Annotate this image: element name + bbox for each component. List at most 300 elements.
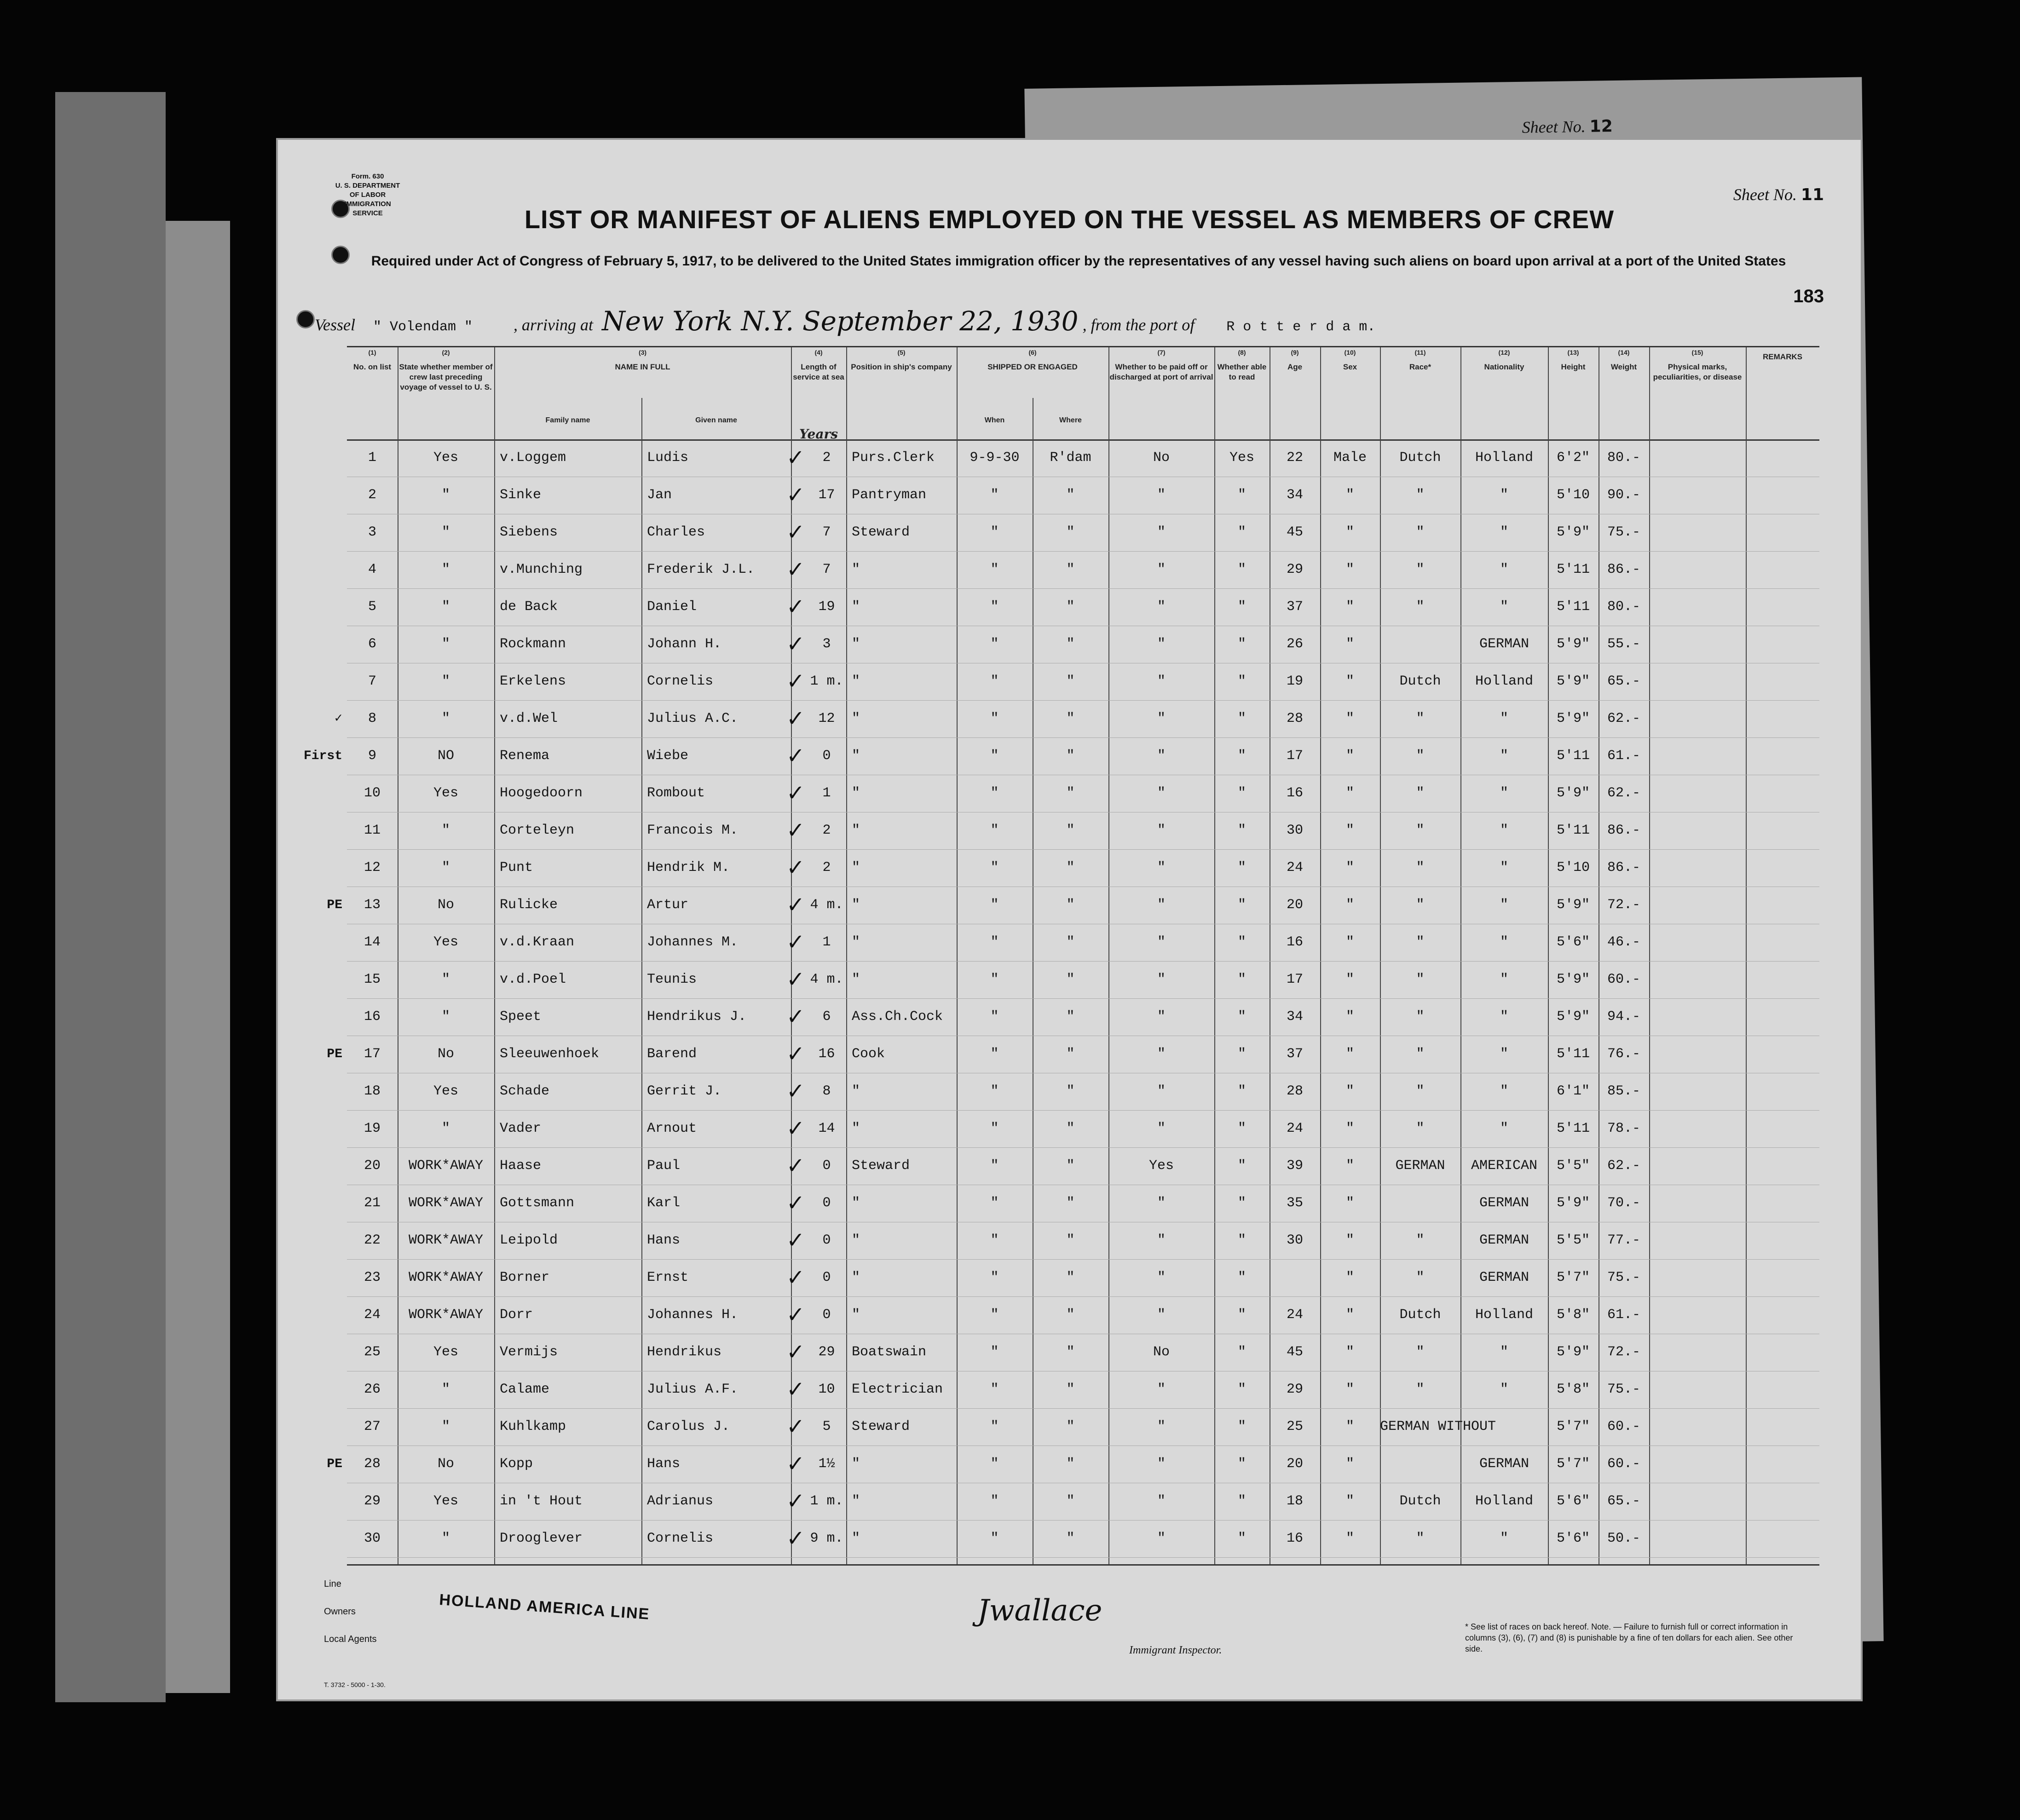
family-name-cell: in 't Hout [500, 1493, 583, 1509]
margin-annotation [278, 1222, 342, 1259]
height-cell: 6'2" [1556, 450, 1590, 466]
table-row [347, 551, 1819, 589]
family-name-cell: Leipold [500, 1233, 558, 1248]
weight-cell: 62.- [1607, 785, 1640, 801]
shipped-where-cell: " [1066, 1270, 1075, 1285]
age-cell: 20 [1286, 1456, 1303, 1472]
length-service-cell: 7 [822, 562, 831, 577]
length-service-cell: 6 [822, 1009, 831, 1025]
shipped-where-cell: " [1066, 785, 1075, 801]
shipped-when-cell: " [990, 1009, 999, 1025]
weight-cell: 78.- [1607, 1121, 1640, 1136]
family-name-cell: Erkelens [500, 674, 566, 689]
height-cell: 5'11 [1556, 1046, 1590, 1062]
row-number: 13 [364, 897, 381, 913]
length-service-cell: 2 [822, 860, 831, 875]
col-header-weight: (14) Weight [1610, 349, 1637, 371]
read-cell: " [1237, 487, 1246, 503]
paid-off-cell: " [1157, 1121, 1166, 1136]
read-cell: " [1237, 562, 1246, 577]
weight-cell: 60.- [1607, 1456, 1640, 1472]
weight-cell: 77.- [1607, 1233, 1640, 1248]
race-cell: " [1416, 1009, 1425, 1025]
length-service-cell: 19 [818, 599, 835, 615]
race-cell: Dutch [1399, 1493, 1441, 1509]
family-name-cell: Rockmann [500, 636, 566, 652]
check-mark-icon: ✓ [786, 1488, 805, 1514]
check-mark-icon: ✓ [786, 1339, 805, 1365]
read-cell: " [1237, 1046, 1246, 1062]
position-cell: " [852, 562, 860, 577]
paid-off-cell: " [1157, 599, 1166, 615]
paid-off-cell: Yes [1149, 1158, 1174, 1174]
row-number: 25 [364, 1344, 381, 1360]
family-name-cell: Calame [500, 1382, 550, 1397]
position-cell: " [852, 1456, 860, 1472]
sex-cell: " [1345, 860, 1354, 875]
family-name-cell: Corteleyn [500, 823, 575, 838]
shipped-where-cell: " [1066, 823, 1075, 838]
table-row [347, 1296, 1819, 1334]
height-cell: 5'7" [1556, 1419, 1590, 1434]
margin-annotation [278, 1296, 342, 1334]
position-cell: " [852, 599, 860, 615]
check-mark-icon: ✓ [786, 780, 805, 806]
read-cell: " [1237, 1419, 1246, 1434]
binder-strip [55, 92, 166, 1702]
sex-cell: " [1345, 636, 1354, 652]
length-service-cell: 16 [818, 1046, 835, 1062]
race-cell: " [1416, 823, 1425, 838]
previous-voyage-cell: " [441, 674, 450, 689]
previous-voyage-cell: WORK*AWAY [408, 1233, 484, 1248]
paid-off-cell: " [1157, 562, 1166, 577]
arrival-date: New York N.Y. September 22, 1930 [602, 305, 1079, 337]
length-service-cell: 0 [822, 1307, 831, 1323]
shipped-where-cell: " [1066, 636, 1075, 652]
nationality-cell: " [1500, 860, 1508, 875]
weight-cell: 86.- [1607, 562, 1640, 577]
subheader-family-name: Family name [545, 416, 590, 424]
read-cell: " [1237, 1344, 1246, 1360]
paid-off-cell: " [1157, 1233, 1166, 1248]
shipped-where-cell: " [1066, 1009, 1075, 1025]
row-number: 26 [364, 1382, 381, 1397]
weight-cell: 70.- [1607, 1195, 1640, 1211]
family-name-cell: Borner [500, 1270, 550, 1285]
check-mark-icon: ✓ [786, 594, 805, 620]
length-service-cell: 10 [818, 1382, 835, 1397]
sex-cell: " [1345, 674, 1354, 689]
shipped-where-cell: " [1066, 1382, 1075, 1397]
height-cell: 5'9" [1556, 674, 1590, 689]
margin-annotation [278, 1483, 342, 1520]
read-cell: " [1237, 785, 1246, 801]
age-cell: 37 [1286, 1046, 1303, 1062]
age-cell: 30 [1286, 823, 1303, 838]
weight-cell: 80.- [1607, 450, 1640, 466]
given-name-cell: Johannes H. [647, 1307, 739, 1323]
col-header-position: (5) Position in ship's company [851, 349, 952, 371]
given-name-cell: Arnout [647, 1121, 697, 1136]
height-cell: 5'7" [1556, 1270, 1590, 1285]
position-cell: Pantryman [852, 487, 927, 503]
check-mark-icon: ✓ [786, 743, 805, 769]
position-cell: " [852, 1307, 860, 1323]
age-cell: 30 [1286, 1233, 1303, 1248]
table-row [347, 1147, 1819, 1185]
weight-cell: 55.- [1607, 636, 1640, 652]
race-cell: " [1416, 1046, 1425, 1062]
given-name-cell: Karl [647, 1195, 681, 1211]
given-name-cell: Johannes M. [647, 934, 739, 950]
shipped-when-cell: " [990, 1270, 999, 1285]
family-name-cell: de Back [500, 599, 558, 615]
given-name-cell: Hans [647, 1233, 681, 1248]
col-header-previous-voyage: (2) State whether member of crew last preceding voyage of vessel to U. S. [399, 349, 493, 392]
previous-voyage-cell: " [441, 823, 450, 838]
table-row [303, 737, 1819, 775]
paid-off-cell: " [1157, 487, 1166, 503]
sex-cell: " [1345, 1121, 1354, 1136]
read-cell: " [1237, 674, 1246, 689]
nationality-cell: " [1500, 823, 1508, 838]
height-cell: 5'6" [1556, 934, 1590, 950]
nationality-cell: AMERICAN [1471, 1158, 1538, 1174]
from-port-label: , from the port of [1082, 316, 1195, 334]
position-cell: " [852, 674, 860, 689]
length-service-cell: 14 [818, 1121, 835, 1136]
given-name-cell: Hans [647, 1456, 681, 1472]
previous-voyage-cell: Yes [433, 1083, 458, 1099]
row-number: 19 [364, 1121, 381, 1136]
sex-cell: " [1345, 1009, 1354, 1025]
sex-cell: " [1345, 711, 1354, 726]
shipped-when-cell: 9-9-30 [970, 450, 1020, 466]
check-mark-icon: ✓ [786, 1377, 805, 1402]
page-number: 183 [1793, 286, 1824, 306]
length-service-cell: 0 [822, 1233, 831, 1248]
race-cell: " [1416, 1233, 1425, 1248]
family-name-cell: v.Munching [500, 562, 583, 577]
margin-annotation [278, 998, 342, 1036]
previous-voyage-cell: " [441, 711, 450, 726]
paid-off-cell: " [1157, 1307, 1166, 1323]
shipped-when-cell: " [990, 487, 999, 503]
check-mark-icon: ✓ [786, 1116, 805, 1141]
manifest-footer [324, 1575, 1796, 1695]
margin-annotation [278, 1110, 342, 1147]
check-mark-icon: ✓ [786, 706, 805, 731]
col-header-length-service: (4) Length of service at sea [793, 349, 844, 381]
length-service-cell: 8 [822, 1083, 831, 1099]
height-cell: 6'1" [1556, 1083, 1590, 1099]
manifest-header [278, 140, 1861, 342]
shipped-where-cell: " [1066, 1195, 1075, 1211]
length-service-cell: 4 m. [810, 897, 843, 913]
read-cell: " [1237, 934, 1246, 950]
weight-cell: 90.- [1607, 487, 1640, 503]
previous-voyage-cell: NO [437, 748, 454, 764]
given-name-cell: Frederik J.L. [647, 562, 755, 577]
nationality-cell: Holland [1475, 450, 1534, 466]
weight-cell: 72.- [1607, 897, 1640, 913]
length-service-cell: 0 [822, 1270, 831, 1285]
nationality-cell: " [1500, 1121, 1508, 1136]
shipped-when-cell: " [990, 1233, 999, 1248]
shipped-where-cell: " [1066, 1419, 1075, 1434]
table-row [335, 700, 1819, 738]
shipped-where-cell: " [1066, 562, 1075, 577]
previous-voyage-cell: " [441, 860, 450, 875]
shipped-where-cell: " [1066, 674, 1075, 689]
shipped-where-cell: " [1066, 524, 1075, 540]
check-mark-icon: ✓ [786, 892, 805, 918]
sex-cell: " [1345, 1419, 1354, 1434]
height-cell: 5'9" [1556, 1344, 1590, 1360]
read-cell: " [1237, 860, 1246, 875]
position-cell: " [852, 1083, 860, 1099]
nationality-cell: GERMAN [1479, 1233, 1529, 1248]
race-cell: " [1416, 487, 1425, 503]
height-cell: 5'9" [1556, 636, 1590, 652]
nationality-cell: " [1500, 1009, 1508, 1025]
race-cell: " [1416, 748, 1425, 764]
shipped-when-cell: " [990, 711, 999, 726]
read-cell: " [1237, 711, 1246, 726]
crew-table [303, 346, 1819, 1566]
margin-annotation: PE [327, 1047, 342, 1061]
given-name-cell: Charles [647, 524, 705, 540]
read-cell: " [1237, 1158, 1246, 1174]
position-cell: Ass.Ch.Cock [852, 1009, 943, 1025]
check-mark-icon: ✓ [786, 1302, 805, 1328]
age-cell: 16 [1286, 785, 1303, 801]
weight-cell: 62.- [1607, 1158, 1640, 1174]
nationality-cell: " [1500, 897, 1508, 913]
height-cell: 5'11 [1556, 823, 1590, 838]
paid-off-cell: " [1157, 748, 1166, 764]
table-row [347, 998, 1819, 1036]
margin-annotation [278, 1073, 342, 1110]
row-number: 16 [364, 1009, 381, 1025]
weight-cell: 76.- [1607, 1046, 1640, 1062]
table-row [347, 1073, 1819, 1111]
row-number: 6 [368, 636, 376, 652]
shipped-when-cell: " [990, 1493, 999, 1509]
table-row [347, 1408, 1819, 1446]
length-service-cell: 5 [822, 1419, 831, 1434]
age-cell: 35 [1286, 1195, 1303, 1211]
age-cell: 29 [1286, 1382, 1303, 1397]
row-number: 3 [368, 524, 376, 540]
position-cell: " [852, 785, 860, 801]
age-cell: 37 [1286, 599, 1303, 615]
family-name-cell: Renema [500, 748, 550, 764]
height-cell: 5'9" [1556, 1009, 1590, 1025]
given-name-cell: Ernst [647, 1270, 689, 1285]
sex-cell: " [1345, 524, 1354, 540]
nationality-cell: " [1500, 1046, 1508, 1062]
row-number: 15 [364, 972, 381, 987]
nationality-cell: GERMAN [1479, 1195, 1529, 1211]
race-cell: " [1416, 1083, 1425, 1099]
shipped-when-cell: " [990, 599, 999, 615]
sex-cell: " [1345, 1531, 1354, 1546]
subheader-when: When [984, 416, 1005, 424]
length-service-cell: 7 [822, 524, 831, 540]
shipped-when-cell: " [990, 1083, 999, 1099]
read-cell: " [1237, 1531, 1246, 1546]
paid-off-cell: " [1157, 972, 1166, 987]
length-service-cell: 1 [822, 934, 831, 950]
shipped-when-cell: " [990, 823, 999, 838]
sex-cell: Male [1333, 450, 1367, 466]
given-name-cell: Paul [647, 1158, 681, 1174]
shipped-when-cell: " [990, 1158, 999, 1174]
read-cell: " [1237, 1307, 1246, 1323]
print-code: T. 3732 - 5000 - 1-30. [324, 1681, 386, 1688]
age-cell: 16 [1286, 1531, 1303, 1546]
check-mark-icon: ✓ [786, 1190, 805, 1216]
line-label: Line [324, 1579, 341, 1589]
nationality-cell: " [1500, 934, 1508, 950]
height-cell: 5'9" [1556, 1195, 1590, 1211]
paid-off-cell: " [1157, 1493, 1166, 1509]
race-cell: " [1416, 711, 1425, 726]
position-cell: " [852, 748, 860, 764]
previous-voyage-cell: WORK*AWAY [408, 1195, 484, 1211]
paid-off-cell: " [1157, 860, 1166, 875]
race-cell [1380, 1185, 1460, 1222]
sex-cell: " [1345, 823, 1354, 838]
shipped-when-cell: " [990, 748, 999, 764]
weight-cell: 94.- [1607, 1009, 1640, 1025]
paid-off-cell: " [1157, 897, 1166, 913]
height-cell: 5'7" [1556, 1456, 1590, 1472]
height-cell: 5'11 [1556, 1121, 1590, 1136]
previous-voyage-cell: WORK*AWAY [408, 1270, 484, 1285]
margin-annotation [278, 1185, 342, 1222]
race-cell: Dutch [1399, 450, 1441, 466]
check-mark-icon: ✓ [786, 519, 805, 545]
binder-strip-inner [166, 221, 230, 1693]
race-cell: " [1416, 934, 1425, 950]
weight-cell: 85.- [1607, 1083, 1640, 1099]
previous-voyage-cell: " [441, 1531, 450, 1546]
paid-off-cell: No [1153, 1344, 1170, 1360]
previous-voyage-cell: " [441, 487, 450, 503]
previous-voyage-cell: " [441, 636, 450, 652]
race-cell: " [1416, 972, 1425, 987]
previous-voyage-cell: Yes [433, 450, 458, 466]
weight-cell: 80.- [1607, 599, 1640, 615]
weight-cell: 86.- [1607, 823, 1640, 838]
height-cell: 5'9" [1556, 972, 1590, 987]
given-name-cell: Hendrikus J. [647, 1009, 747, 1025]
paid-off-cell: " [1157, 1456, 1166, 1472]
given-name-cell: Wiebe [647, 748, 689, 764]
margin-annotation: PE [327, 1457, 342, 1471]
length-service-cell: 9 m. [810, 1531, 843, 1546]
weight-cell: 65.- [1607, 674, 1640, 689]
family-name-cell: Rulicke [500, 897, 558, 913]
sex-cell: " [1345, 562, 1354, 577]
sex-cell: " [1345, 1307, 1354, 1323]
sex-cell: " [1345, 1270, 1354, 1285]
previous-voyage-cell: " [441, 524, 450, 540]
subheader-given-name: Given name [695, 416, 737, 424]
shipped-where-cell: " [1066, 1158, 1075, 1174]
margin-annotation [278, 477, 342, 514]
family-name-cell: Gottsmann [500, 1195, 575, 1211]
check-mark-icon: ✓ [786, 1451, 805, 1477]
nationality-cell: " [1500, 562, 1508, 577]
previous-voyage-cell: " [441, 599, 450, 615]
margin-annotation [278, 1147, 342, 1185]
sex-cell: " [1345, 972, 1354, 987]
shipped-when-cell: " [990, 897, 999, 913]
previous-voyage-cell: Yes [433, 1493, 458, 1509]
shipped-where-cell: " [1066, 1121, 1075, 1136]
shipped-when-cell: " [990, 1419, 999, 1434]
position-cell: " [852, 1121, 860, 1136]
footnote: * See list of races on back hereof. Note. — Failure to furnish full or correct information in columns (3), (6), (7) and (8) is punishable by a fine of ten dollars for each alien. See other side. [1465, 1622, 1793, 1653]
col-header-physical-marks: (15) Physical marks, peculiarities, or disease [1653, 349, 1742, 381]
given-name-cell: Jan [647, 487, 672, 503]
form-label: Form. 630 U. S. DEPARTMENT OF LABOR IMMIGRATION SERVICE [335, 173, 400, 217]
height-cell: 5'11 [1556, 599, 1590, 615]
age-cell: 28 [1286, 1083, 1303, 1099]
row-number: 7 [368, 674, 376, 689]
race-cell: " [1416, 1531, 1425, 1546]
paid-off-cell: " [1157, 1009, 1166, 1025]
position-cell: " [852, 1233, 860, 1248]
check-mark-icon: ✓ [786, 1526, 805, 1551]
subheader-where: Where [1059, 416, 1082, 424]
previous-voyage-cell: No [437, 897, 454, 913]
shipped-where-cell: " [1066, 599, 1075, 615]
shipped-where-cell: " [1066, 1233, 1075, 1248]
check-mark-icon: ✓ [786, 1414, 805, 1440]
race-cell: " [1416, 1270, 1425, 1285]
nationality-cell: " [1500, 711, 1508, 726]
paid-off-cell: " [1157, 1083, 1166, 1099]
length-service-cell: 1 m. [810, 674, 843, 689]
height-cell: 5'10 [1556, 487, 1590, 503]
paid-off-cell: " [1157, 524, 1166, 540]
table-row [347, 961, 1819, 999]
height-cell: 5'5" [1556, 1158, 1590, 1174]
age-cell: 45 [1286, 1344, 1303, 1360]
length-service-cell: 0 [822, 1195, 831, 1211]
family-name-cell: Vermijs [500, 1344, 558, 1360]
race-cell: GERMAN [1395, 1158, 1445, 1174]
sex-cell: " [1345, 1083, 1354, 1099]
col-header-height: (13) Height [1561, 349, 1586, 371]
table-row [347, 1222, 1819, 1260]
position-cell: Purs.Clerk [852, 450, 935, 466]
margin-annotation: PE [327, 898, 342, 912]
row-number: 11 [364, 823, 381, 838]
row-number: 18 [364, 1083, 381, 1099]
margin-annotation [278, 626, 342, 663]
age-cell: 17 [1286, 972, 1303, 987]
height-cell: 5'9" [1556, 897, 1590, 913]
length-service-cell: 12 [818, 711, 835, 726]
race-cell: " [1416, 1121, 1425, 1136]
col-header-age: (9) Age [1287, 349, 1303, 371]
